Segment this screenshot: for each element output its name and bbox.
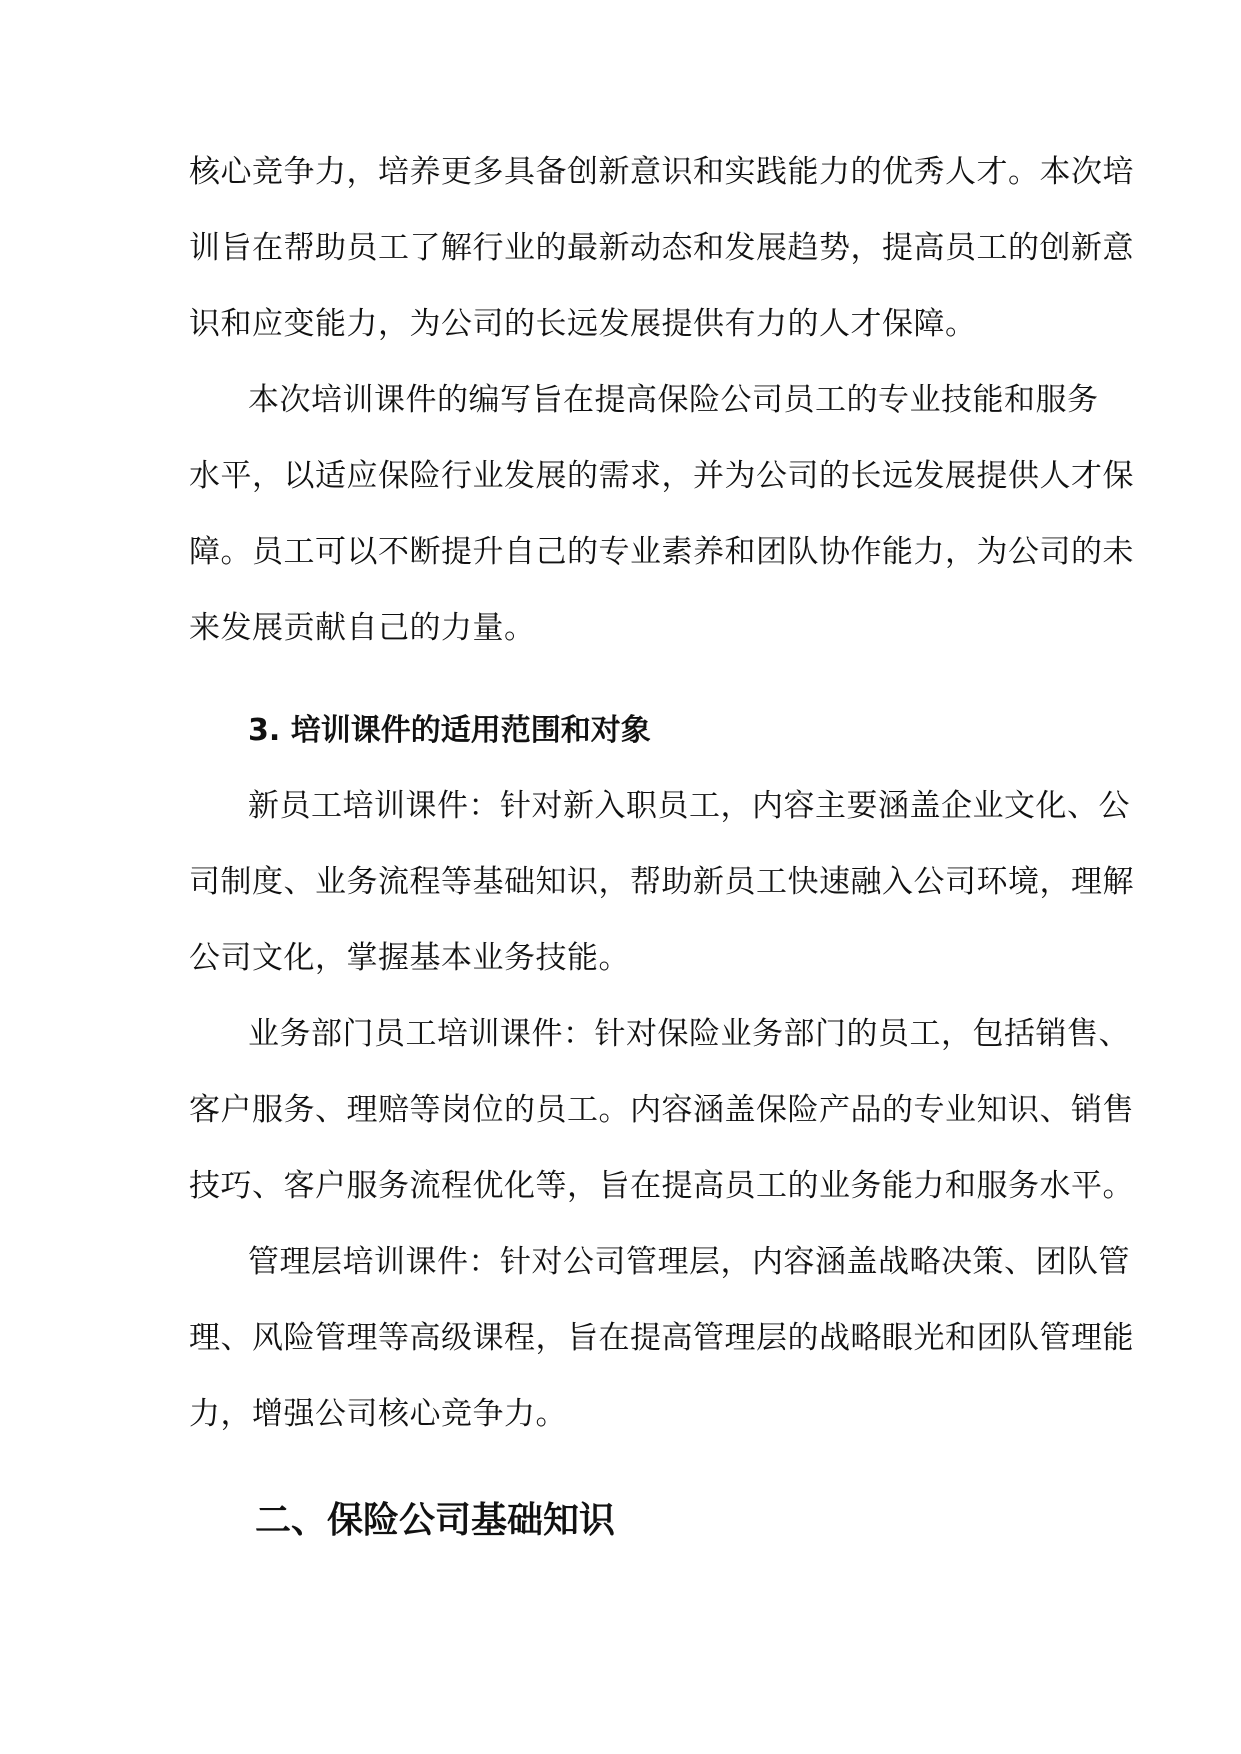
paragraph-5-line-2: 理、风险管理等高级课程，旨在提高管理层的战略眼光和团队管理能 [189,1320,1134,1356]
paragraph-4-line-1: 业务部门员工培训课件：针对保险业务部门的员工，包括销售、 [248,1016,1130,1052]
paragraph-4-line-3: 技巧、客户服务流程优化等，旨在提高员工的业务能力和服务水平。 [189,1168,1134,1204]
paragraph-2-line-4: 来发展贡献自己的力量。 [189,610,536,646]
section-3-heading: 3. 培训课件的适用范围和对象 [248,713,651,748]
paragraph-1-line-1: 核心竞争力，培养更多具备创新意识和实践能力的优秀人才。本次培 [189,154,1134,190]
paragraph-1-line-2: 训旨在帮助员工了解行业的最新动态和发展趋势，提高员工的创新意 [189,230,1134,266]
paragraph-5-line-3: 力，增强公司核心竞争力。 [189,1396,567,1432]
paragraph-1-line-3: 识和应变能力，为公司的长远发展提供有力的人才保障。 [189,306,977,342]
paragraph-3-line-2: 司制度、业务流程等基础知识，帮助新员工快速融入公司环境，理解 [189,864,1134,900]
paragraph-2-line-3: 障。员工可以不断提升自己的专业素养和团队协作能力，为公司的未 [189,534,1134,570]
paragraph-4-line-2: 客户服务、理赔等岗位的员工。内容涵盖保险产品的专业知识、销售 [189,1092,1134,1128]
paragraph-5-line-1: 管理层培训课件：针对公司管理层，内容涵盖战略决策、团队管 [248,1244,1130,1280]
paragraph-2-line-2: 水平，以适应保险行业发展的需求，并为公司的长远发展提供人才保 [189,458,1134,494]
paragraph-3-line-1: 新员工培训课件：针对新入职员工，内容主要涵盖企业文化、公 [248,788,1130,824]
paragraph-2-line-1: 本次培训课件的编写旨在提高保险公司员工的专业技能和服务 [248,382,1099,418]
paragraph-3-line-3: 公司文化，掌握基本业务技能。 [189,940,630,976]
section-2-heading: 二、保险公司基础知识 [255,1500,616,1541]
